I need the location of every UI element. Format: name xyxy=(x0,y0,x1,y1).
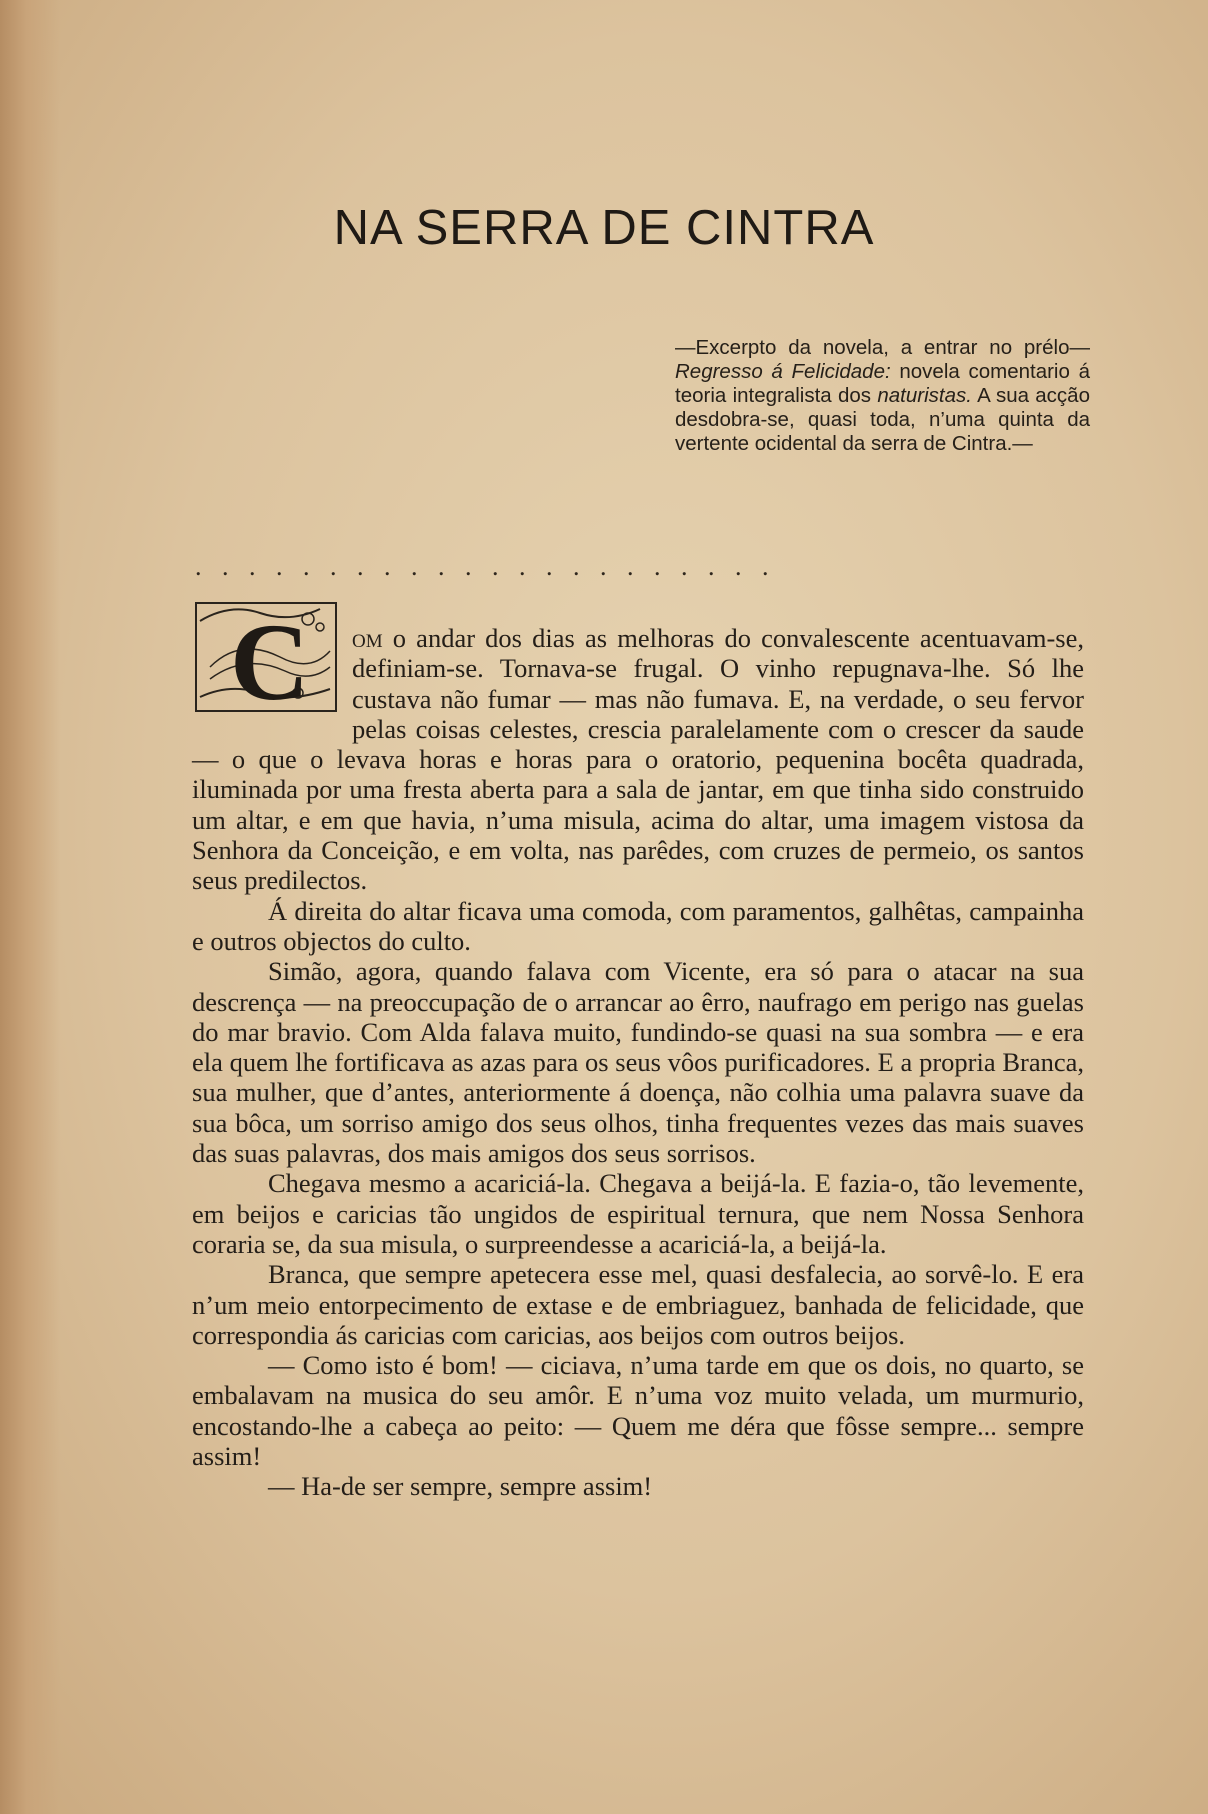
body-text xyxy=(192,601,1084,1502)
paragraph-1-smallcaps: om xyxy=(352,623,383,653)
epigraph-italic-word: naturistas. xyxy=(877,384,972,407)
dropcap-letter: C xyxy=(230,601,310,717)
paragraph-7: — Ha-de ser sempre, sempre assim! xyxy=(268,1471,653,1502)
paragraph-5: Branca, que sempre apetecera esse mel, quasi desfalecia, ao sorvê-lo. E era n’um meio entorpecimento de extase e de embriaguez, banhada de felicidade, que correspondia ás caricias com caricias, aos beijos com outros beijos. xyxy=(192,1259,1084,1350)
epigraph-text-1: —Excerpto da novela, a entrar no prélo— xyxy=(675,336,1090,359)
paragraph-6: — Como isto é bom! — ciciava, n’uma tarde em que os dois, no quarto, se embalavam na musica do seu amôr. E n’uma voz muito velada, um murmurio, encostando-lhe a cabeça ao peito: — Quem me déra que fôsse sempre... sempre assim! xyxy=(192,1350,1084,1472)
epigraph-text-3: A sua acção desdobra-se, quasi toda, n’uma quinta da vertente ocidental da serra de Cintra.— xyxy=(675,384,1090,455)
page-spine-shadow xyxy=(0,0,60,1814)
epigraph-text-2: novela comentario á teoria integralista dos xyxy=(675,360,1090,407)
chapter-title: NA SERRA DE CINTRA xyxy=(333,201,875,255)
paragraph-4: Chegava mesmo a acariciá-la. Chegava a beijá-la. E fazia-o, tão levemente, em beijos e caricias tão ungidos de espiritual ternura, que nem Nossa Senhora coraria se, da sua misula, o surpreendesse a acariciá-la, a beijá-la. xyxy=(192,1168,1084,1259)
paragraph-1-text: o andar dos dias as melhoras do convalescente acentuavam-se, definiam-se. Tornava-se frugal. O vinho repugnava-lhe. Só lhe custava não fumar — mas não fumava. E, na verdade, o seu fervor pelas coisas celestes, crescia paralelamente com o crescer da saude — o que o levava horas e horas para o oratorio, pequenina bocêta quadrada, iluminada por uma fresta aberta para a sala de jantar, em que tinha sido construido um altar, e em que havia, n’uma misula, acima do altar, uma imagem vistosa da Senhora da Conceição, e em volta, nas parêdes, com cruzes de permeio, os santos seus predilectos. xyxy=(192,623,1084,896)
epigraph xyxy=(675,336,1090,456)
paragraph-2: Á direita do altar ficava uma comoda, com paramentos, galhêtas, campainha e outros objectos do culto. xyxy=(192,895,1084,956)
dotted-separator: ...................... xyxy=(195,552,789,581)
ornamental-dropcap-icon xyxy=(190,597,342,717)
paragraph-1 xyxy=(192,601,1084,896)
epigraph-book-title: Regresso á Felicidade: xyxy=(675,360,891,383)
paragraph-3: Simão, agora, quando falava com Vicente, era só para o atacar na sua descrença — na preoccupação de o arrancar ao êrro, naufrago em perigo nas guelas do mar bravio. Com Alda falava muito, fundindo-se quasi na sua sombra — e era ela quem lhe fortificava as azas para os seus vôos purificadores. E a propria Branca, sua mulher, que d’antes, anteriormente á doença, não colhia uma palavra suave da sua bôca, um sorriso amigo dos seus olhos, tinha frequentes vezes das mais suaves das suas palavras, dos mais amigos dos seus sorrisos. xyxy=(192,956,1084,1169)
